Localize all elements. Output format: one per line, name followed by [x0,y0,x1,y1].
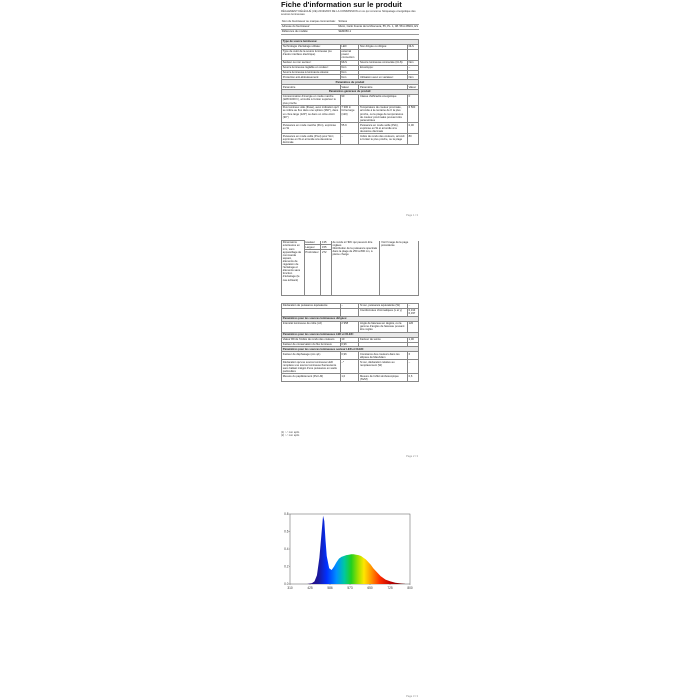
dim-value-depth: 272 [321,250,332,296]
x-tick-label: 586 [327,586,333,590]
type-v2: Non [407,60,418,65]
type-v1: MLS [340,60,359,65]
param-l2: Indice de rendu des couleurs, arrondi à l'entier le plus proche, ou la plage [359,134,408,145]
claim-v1: – [340,304,359,309]
type-v1: external power connection [340,49,359,60]
type-l1: Type de culot de la source lumineuse (ou d'autre interface électrique) [282,49,341,60]
section-directional: Paramètres pour les sources lumineuses dirigées: [282,316,419,321]
page-2 [0,240,700,460]
type-v1: LED [340,44,359,49]
page-number: Page 3 / 3 [406,695,418,698]
address-label: Adresse du fournisseur: [281,24,338,29]
x-tick-label: 650 [367,586,373,590]
x-tick-label: 573 [347,586,353,590]
dim-key-depth: Profondeur [304,250,321,296]
type-v2: DLS [407,44,418,49]
mains-v2: – [407,360,418,374]
mains-l1: Facteur de déphasage (cos φ1) [282,352,341,360]
claim-v2: 0,313 0,337 [407,308,418,316]
mains-l1: Déclaration qu'une source lumineuse LED remplace une source lumineuse fluorescente sans ballast intégré d'une puissance en watts particulière [282,360,341,374]
address-value: Muiro, Carlo Fuente de la Moscuera, 55, PL. 1, 08. 58 A 28901, ES [338,25,419,29]
mains-row [282,360,419,374]
dim-key-height: Hauteur [304,241,321,245]
x-tick-label: 725 [387,586,393,590]
type-l2: Enveloppe: [359,65,408,70]
type-v1: Non [340,75,359,80]
claim-l1 [282,308,341,316]
led-v1: 0,96 [340,342,359,347]
dim-key-width: Largeur [304,245,321,250]
param-v2: 80 [407,134,418,145]
footnote-2: (2) '–': non aplic. [281,434,300,438]
claim-l1: Déclaration de puissance équivalente [282,304,341,309]
section-type: Type de source lumineuse: [282,40,419,45]
supplier-value: Sinless [338,20,419,24]
directional-l1: Intensité lumineuse de crête (cd) [282,321,341,332]
type-l2: Source lumineuse connectée (CLS): [359,60,408,65]
mains-v2: 6 [407,352,418,360]
param-v2: F [407,94,418,105]
type-v1: Non [340,70,359,75]
directional-row [282,321,419,332]
param-l1: Puissance en mode veille (Pnet) pour SLC, exprimée en W et arrondie à la deuxième décimale [282,134,341,145]
regulation-text: RÈGLEMENT DÉLÉGUÉ (UE) 2019/2015 DE LA COMMISSION en ce qui concerne l'étiquetage énergétique des sources lumineuses [281,10,416,17]
param-v1: – [340,134,359,145]
section-params: Paramètres du produit [282,80,419,85]
param-l2: Puissance en mode veille (Psb), exprimée en W et arrondie à la deuxième décimale [359,123,408,134]
page-title: Fiche d'information sur le produit [281,0,402,9]
mains-v2: 0,6 [407,374,418,382]
model-label: Référence du modèle: [281,29,338,34]
type-l1: Protection anti-éblouissement: [282,75,341,80]
led-v1: 10 [340,337,359,342]
specs-table [281,303,419,382]
supplier-label: Nom du fournisseur ou marque commerciale: [281,20,338,24]
section-led: Paramètres pour les sources lumineuses LED et OLED: [282,332,419,337]
param-l1: Flux lumineux utile (Φuse), avec indication qu'il se réfère au flux dans une sphère (360°), dans un cône large (120°) ou dans un cône étroit (90°) [282,106,341,123]
type-v2 [407,49,418,60]
supplier-table [281,20,419,35]
directional-l2: Angle de faisceau en degrés, ou la gamme d'angles de faisceau pouvant être réglés [359,321,408,332]
type-l1: Source lumineuse à luminance élevée: [282,70,341,75]
param-header-value: Valeur [340,85,359,90]
param-v1: 55.9 [340,123,359,134]
dim-value-height: 135 [321,241,332,245]
mains-l2: Constance des couleurs dans les ellipses de MacAdam [359,352,408,360]
param-row [282,94,419,105]
type-l2 [359,49,408,60]
y-tick-label: 0.8 [284,512,289,516]
type-l2: Utilisation avec un variateur: [359,75,408,80]
type-v2: – [407,65,418,70]
x-tick-label: 425 [307,586,313,590]
x-tick-label: 310 [287,586,293,590]
param-v2: 6 500 [407,106,418,123]
dimensions-right-value: Voir l'image de la page précédente [380,241,419,296]
claim-row [282,308,419,316]
page-1 [0,0,700,220]
type-v2: Non [407,75,418,80]
mains-l1: Mesure du papillotement (Pst LM) [282,374,341,382]
dim-value-width: 155 [321,245,332,250]
led-l2: Facteur de survie [359,337,408,342]
mains-l2: Si oui, déclaration relative au remplacement (W) [359,360,408,374]
y-tick-label: 0.4 [284,547,289,551]
mains-l2: Mesure de l'effet stroboscopique (SVM) [359,374,408,382]
claim-l2: Coordonnées chromatiques (x et y) [359,308,408,316]
param-v1: 90 [340,94,359,105]
param-l2: Température de couleur proximale, arrondie à la centaine de K la plus proche, ou la plage de températures de couleur proximales pouvant être paramétrées [359,106,408,123]
mains-row [282,374,419,382]
directional-v1: 2 958 [340,321,359,332]
param-header-value-2: Valeur [407,85,418,90]
param-row [282,106,419,123]
page-number: Page 2 / 3 [406,455,418,458]
spectrum-chart [284,510,414,596]
mains-row [282,352,419,360]
led-l1: Facteur de conservation du flux lumineux [282,342,341,347]
param-l1: Consommation d'énergie en mode marche (kWh/1000 h), arrondie à l'entier supérieur le plus proche [282,94,341,105]
led-l1: Valeur R9 de l'indice de rendu des couleurs [282,337,341,342]
y-tick-label: 0.2 [284,564,289,569]
type-v1: Non [340,65,359,70]
param-header-parameter-2: Paramètre [359,85,408,90]
claim-v2: – [407,304,418,309]
type-l1: Source lumineuse réglable en couleur: [282,65,341,70]
param-v2: 0,00 [407,123,418,134]
type-row [282,49,419,60]
claim-l2: Si oui, puissance équivalente (W) [359,304,408,309]
model-value: SEM050-1 [338,29,419,34]
section-general: Paramètres généraux du produit: [282,90,419,95]
type-l1: Technologie d'éclairage utilisée: [282,44,341,49]
spectrum-area [307,516,405,584]
dimensions-label: Dimensions extérieures en mm, sans appareillage de commande séparé, éléments de régulation de l'éclairage et éléments sans fonction d'éclairage (le cas échéant) [282,241,305,296]
type-l2: Non dirigée ou dirigée: [359,44,408,49]
dimensions-table [281,240,419,296]
directional-v2: 120 [407,321,418,332]
page-number: Page 1 / 3 [406,214,418,217]
type-table [281,39,419,145]
param-l2: Classe d'efficacité énergétique [359,94,408,105]
param-v1: 7 300 in Cône large (120) [340,106,359,123]
x-tick-label: 800 [407,586,413,590]
section-mains: Paramètres pour les sources lumineuses secteur LED et OLED: [282,347,419,352]
mains-v1: 0,96 [340,352,359,360]
mains-v1: –* [340,360,359,374]
type-l1: Secteur ou non secteur: [282,60,341,65]
y-tick-label: 0.6 [284,529,289,534]
dimensions-right-label: de rendu si l'IRC qui peuvent être réglées Distribution de la puissance spectrale dans la plage de 250 à 800 nm, à pleine charge [331,241,380,296]
mains-v1: 1,0 [340,374,359,382]
param-header-parameter: Paramètre [282,85,341,90]
claim-v1 [340,308,359,316]
param-l1: Puissance en mode marche (Pon), exprimée en W [282,123,341,134]
footnotes [281,431,300,438]
led-v2: 1,00 [407,337,418,342]
param-row [282,134,419,145]
footnote-1: (1) '–': non aplic. [281,431,300,434]
y-tick-label: 0.0 [284,582,289,586]
param-row [282,123,419,134]
